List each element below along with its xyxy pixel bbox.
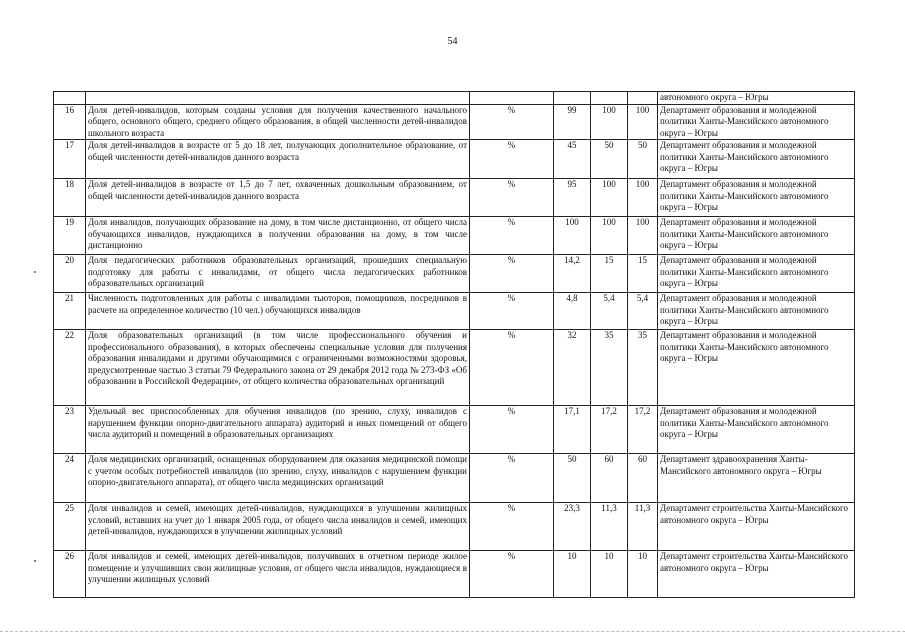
indicator-cell: Доля медицинских организаций, оснащенных оборудованием для оказания медицинской помощи с учетом особых потребностей инвалидов (по зрению, слуху, инвалидов с нарушением функции опорно-двигательного аппарата), от общего числа медицинских организаций [86,454,470,503]
unit-cell: % [470,179,554,217]
row-number-cell: 18 [54,179,86,217]
value-cell-1: 32 [554,330,591,406]
unit-cell: % [470,140,554,179]
indicator-cell: Удельный вес приспособленных для обучения инвалидов (по зрению, слуху, инвалидов с нарушением функции опорно-двигательного аппарата) аудиторий и иных помещений от общего числа аудиторий и помещений в образовательных организациях [86,406,470,454]
value-cell-2: 11,3 [591,503,628,551]
value-cell-2: 10 [591,551,628,598]
value-cell-3: 100 [628,179,658,217]
indicator-cell: Доля детей-инвалидов в возрасте от 1,5 до 7 лет, охваченных дошкольным образованием, от общей численности детей-инвалидов данного возраста [86,179,470,217]
table-row [54,140,855,179]
margin-dot [34,271,36,273]
value-cell-3: 5,4 [628,293,658,330]
unit-cell: % [470,503,554,551]
responsible-cell: Департамент строительства Ханты-Мансийского автономного округа – Югры [658,551,855,598]
value-cell-2: 5,4 [591,293,628,330]
indicator-cell [86,92,470,105]
responsible-cell: автономного округа – Югры [658,92,855,105]
row-number-cell: 23 [54,406,86,454]
value-cell-3 [628,92,658,105]
value-cell-1 [554,92,591,105]
responsible-cell: Департамент образования и молодежной политики Ханты-Мансийского автономного округа – Югры [658,104,855,140]
unit-cell: % [470,454,554,503]
table-row [54,406,855,454]
scan-artifact-line [0,631,905,632]
value-cell-3: 15 [628,255,658,293]
value-cell-2: 100 [591,179,628,217]
responsible-cell: Департамент образования и молодежной политики Ханты-Мансийского автономного округа – Югры [658,179,855,217]
value-cell-3: 60 [628,454,658,503]
responsible-cell: Департамент образования и молодежной политики Ханты-Мансийского автономного округа – Югры [658,255,855,293]
row-number-cell [54,92,86,105]
value-cell-3: 35 [628,330,658,406]
value-cell-1: 50 [554,454,591,503]
unit-cell: % [470,406,554,454]
value-cell-3: 100 [628,217,658,255]
value-cell-1: 17,1 [554,406,591,454]
unit-cell: % [470,293,554,330]
table-row [54,551,855,598]
value-cell-2: 100 [591,217,628,255]
value-cell-1: 14,2 [554,255,591,293]
value-cell-1: 95 [554,179,591,217]
responsible-cell: Департамент здравоохранения Ханты-Мансийского автономного округа – Югры [658,454,855,503]
value-cell-3: 50 [628,140,658,179]
unit-cell [470,92,554,105]
responsible-cell: Департамент образования и молодежной политики Ханты-Мансийского автономного округа – Югры [658,217,855,255]
table-row [54,503,855,551]
responsible-cell: Департамент образования и молодежной политики Ханты-Мансийского автономного округа – Югры [658,406,855,454]
table-row [54,293,855,330]
unit-cell: % [470,330,554,406]
indicator-cell: Доля инвалидов и семей, имеющих детей-инвалидов, нуждающихся в улучшении жилищных условий, вставших на учет до 1 января 2005 года, от общего числа инвалидов и семей, имеющих детей-инвалидов, нуждающихся в улучшении жилищных условий [86,503,470,551]
row-number-cell: 16 [54,104,86,140]
value-cell-1: 23,3 [554,503,591,551]
value-cell-3: 11,3 [628,503,658,551]
indicator-cell: Доля детей-инвалидов в возрасте от 5 до 18 лет, получающих дополнительное образование, от общей численности детей-инвалидов данного возраста [86,140,470,179]
margin-dot [34,560,36,562]
table-row [54,330,855,406]
table-row [54,217,855,255]
row-number-cell: 24 [54,454,86,503]
indicators-table [53,91,855,598]
responsible-cell: Департамент образования и молодежной политики Ханты-Мансийского автономного округа – Югры [658,330,855,406]
table-row [54,104,855,140]
unit-cell: % [470,551,554,598]
value-cell-1: 10 [554,551,591,598]
table-row [54,454,855,503]
value-cell-2: 15 [591,255,628,293]
value-cell-2: 100 [591,104,628,140]
indicator-cell: Доля образовательных организаций (в том числе профессионального обучения и профессионального образования), в которых обеспечены специальные условия для получения образования инвалидами и другими обучающимися с ограниченными возможностями здоровья, предусмотренные частью 3 статьи 79 Федерального закона от 29 декабря 2012 года № 273-ФЗ «Об образовании в Российской Федерации», от общего количества образовательных организаций [86,330,470,406]
unit-cell: % [470,217,554,255]
indicator-cell: Доля инвалидов и семей, имеющих детей-инвалидов, получивших в отчетном периоде жилое помещение и улучшивших свои жилищные условия, от общего числа инвалидов, нуждающиеся в улучшении жилищных условий [86,551,470,598]
row-number-cell: 17 [54,140,86,179]
indicator-cell: Доля инвалидов, получающих образование на дому, в том числе дистанционно, от общего числа обучающихся инвалидов, нуждающихся в получении образования на дому, в том числе дистанционно [86,217,470,255]
row-number-cell: 19 [54,217,86,255]
row-number-cell: 21 [54,293,86,330]
value-cell-2: 17,2 [591,406,628,454]
value-cell-2: 50 [591,140,628,179]
indicator-cell: Численность подготовленных для работы с инвалидами тьюторов, помощников, посредников в расчете на определенное количество (10 чел.) обучающихся инвалидов [86,293,470,330]
unit-cell: % [470,104,554,140]
unit-cell: % [470,255,554,293]
indicator-cell: Доля детей-инвалидов, которым созданы условия для получения качественного начального общего, основного общего, среднего общего образования, в общей численности детей-инвалидов школьного возраста [86,104,470,140]
table-row [54,179,855,217]
value-cell-2 [591,92,628,105]
row-number-cell: 26 [54,551,86,598]
value-cell-1: 45 [554,140,591,179]
table-row [54,255,855,293]
value-cell-2: 35 [591,330,628,406]
value-cell-2: 60 [591,454,628,503]
table-row-continuation [54,92,855,105]
responsible-cell: Департамент образования и молодежной политики Ханты-Мансийского автономного округа – Югры [658,140,855,179]
value-cell-1: 99 [554,104,591,140]
value-cell-3: 17,2 [628,406,658,454]
row-number-cell: 22 [54,330,86,406]
value-cell-1: 100 [554,217,591,255]
page-number: 54 [447,36,458,47]
value-cell-3: 100 [628,104,658,140]
responsible-cell: Департамент образования и молодежной политики Ханты-Мансийского автономного округа – Югры [658,293,855,330]
indicator-cell: Доля педагогических работников образовательных организаций, прошедших специальную подготовку для работы с инвалидами, от общего числа педагогических работников образовательных организаций [86,255,470,293]
value-cell-1: 4,8 [554,293,591,330]
row-number-cell: 20 [54,255,86,293]
value-cell-3: 10 [628,551,658,598]
responsible-cell: Департамент строительства Ханты-Мансийского автономного округа – Югры [658,503,855,551]
row-number-cell: 25 [54,503,86,551]
